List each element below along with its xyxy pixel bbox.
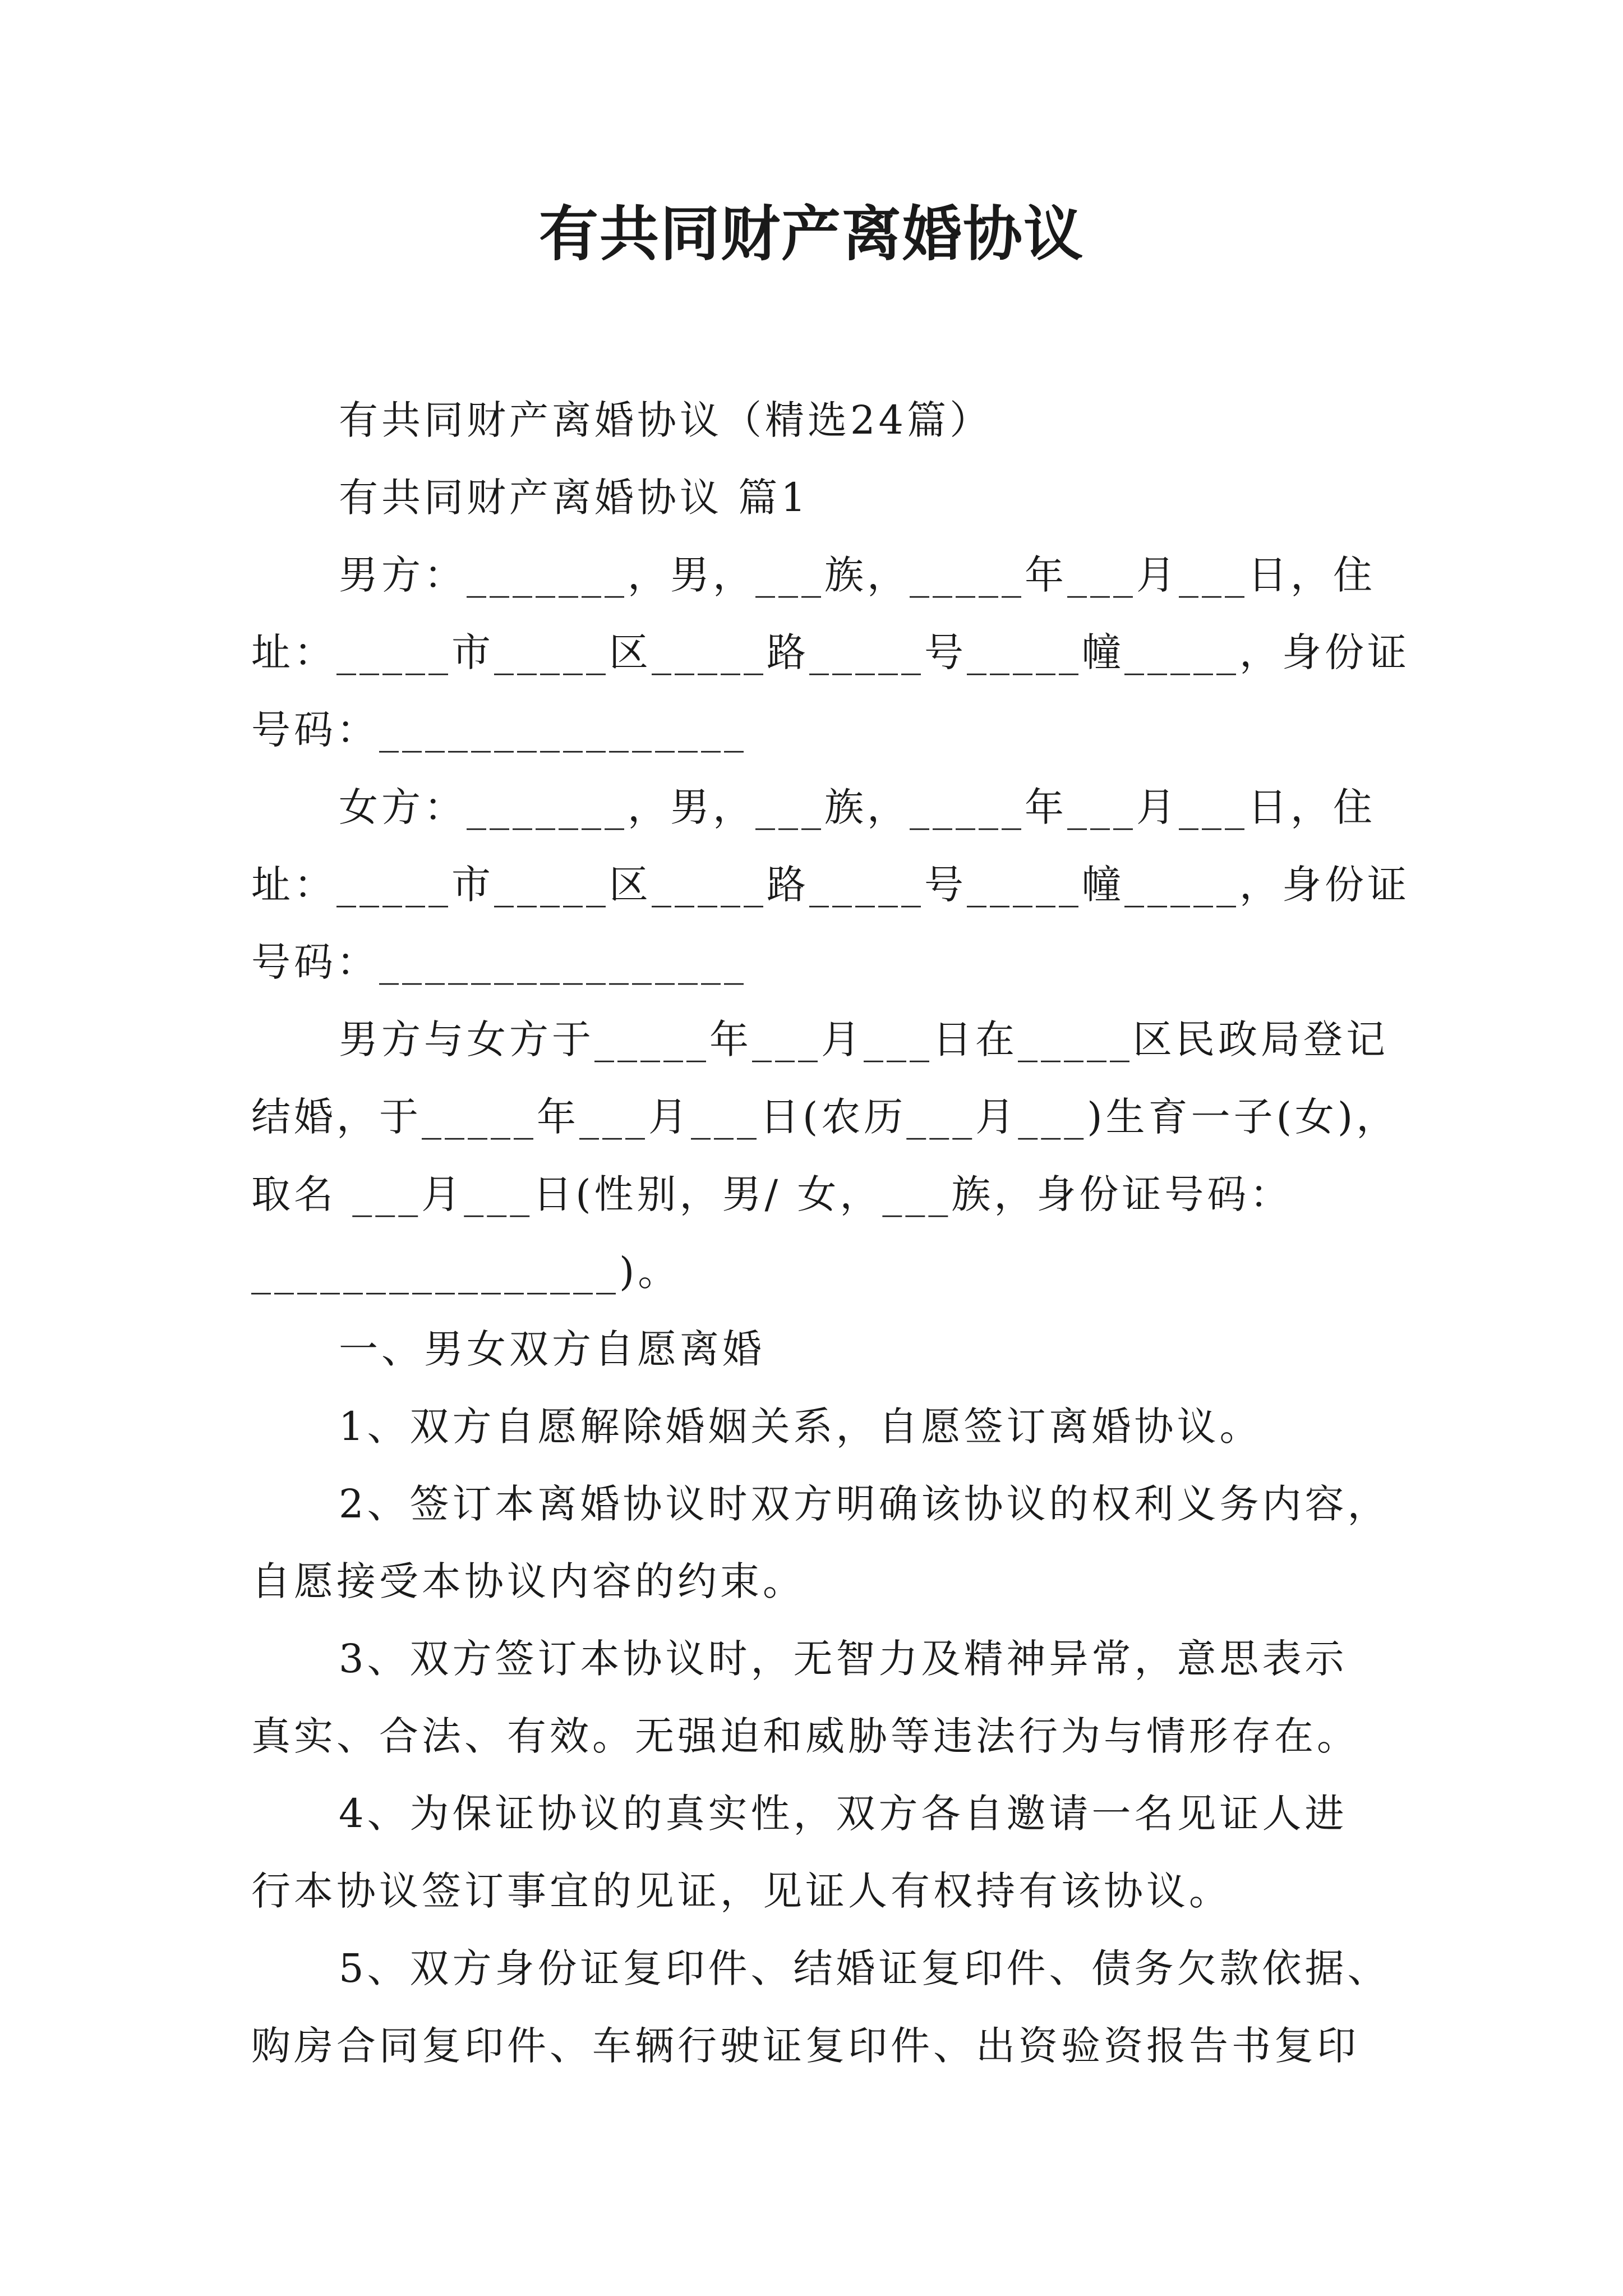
male-party-line-2: 址：_____市_____区_____路_____号_____幢_____，身份证 [251,629,1410,675]
clause-5-line-1: 5、双方身份证复印件、结婚证复印件、债务欠款依据、 [339,1945,1390,1991]
clause-2-line-2: 自愿接受本协议内容的约束。 [251,1558,805,1604]
marriage-line-3: 取名 ___月___日(性别，男/ 女，___族，身份证号码： [251,1171,1293,1217]
document-subtitle: 有共同财产离婚协议（精选24篇） [339,397,993,443]
document-body [251,381,1410,2085]
clause-3-line-2: 真实、合法、有效。无强迫和威胁等违法行为与情形存在。 [251,1713,1359,1759]
section-heading: 有共同财产离婚协议 篇1 [339,475,809,521]
marriage-line-1: 男方与女方于_____年___月___日在_____区民政局登记 [339,1016,1389,1062]
female-party-line-2: 址：_____市_____区_____路_____号_____幢_____，身份证 [251,862,1410,908]
document-title: 有共同财产离婚协议 [539,199,1084,269]
male-party-line-1: 男方：_______，男，___族，_____年___月___日，住 [339,552,1376,598]
clause-5-line-2: 购房合同复印件、车辆行驶证复印件、出资验资报告书复印 [251,2023,1359,2069]
clause-4-line-1: 4、为保证协议的真实性，双方各自邀请一名见证人进 [339,1791,1348,1837]
female-party-line-1: 女方：_______，男，___族，_____年___月___日，住 [339,784,1376,830]
clause-1-line-1: 1、双方自愿解除婚姻关系，自愿签订离婚协议。 [339,1404,1262,1450]
marriage-line-2: 结婚，于_____年___月___日(农历___月___)生育一子(女)， [251,1094,1399,1140]
article-1-heading: 一、男女双方自愿离婚 [339,1326,765,1372]
female-party-line-3: 号码：________________ [251,939,747,985]
clause-4-line-2: 行本协议签订事宜的见证，见证人有权持有该协议。 [251,1868,1232,1914]
male-party-line-3: 号码：________________ [251,707,747,753]
clause-3-line-1: 3、双方签订本协议时，无智力及精神异常，意思表示 [339,1636,1348,1682]
marriage-line-4: ________________)。 [251,1249,681,1295]
clause-2-line-1: 2、签订本离婚协议时双方明确该协议的权利义务内容， [339,1481,1390,1527]
